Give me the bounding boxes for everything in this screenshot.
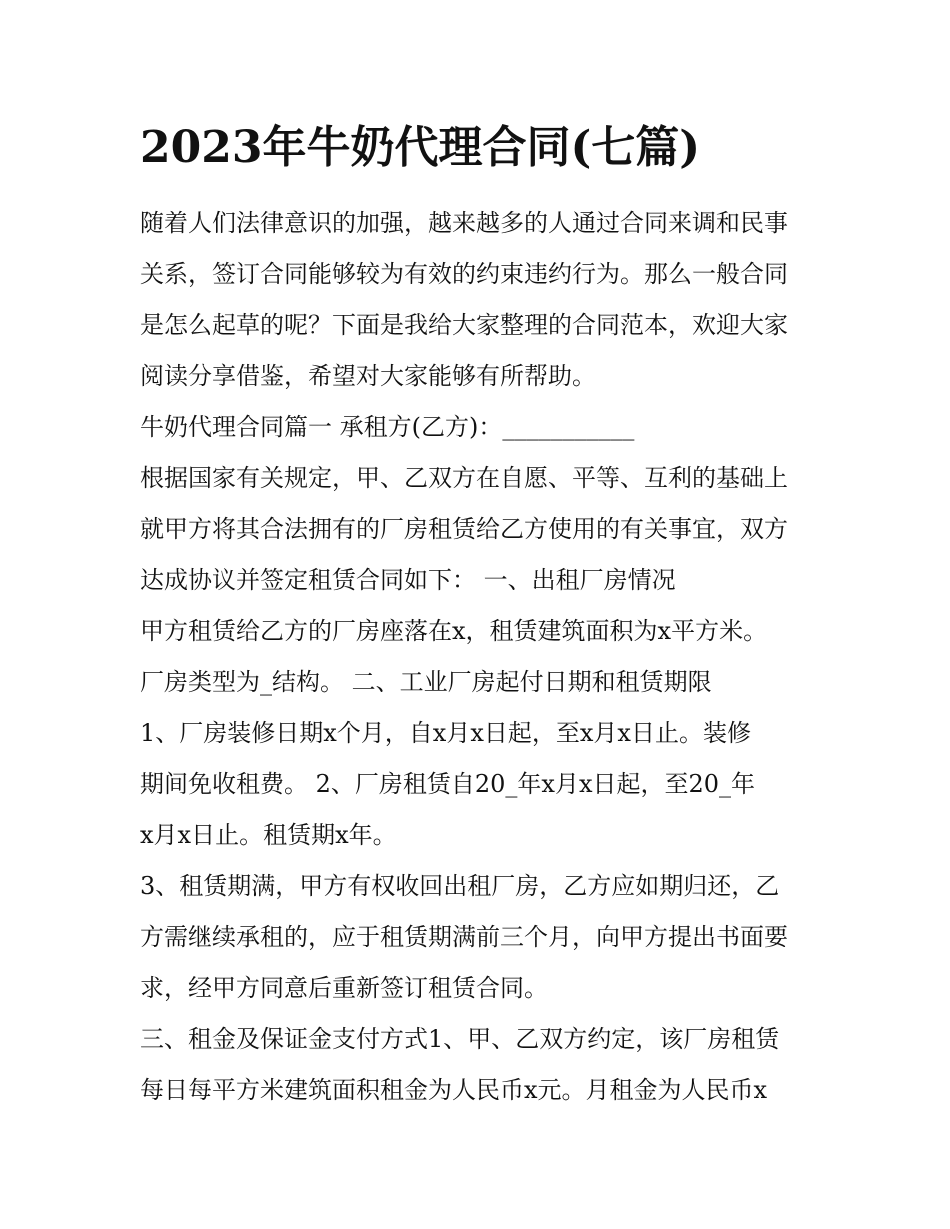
body-line: 方需继续承租的，应于租赁期满前三个月，向甲方提出书面要 (140, 923, 788, 951)
document-body (140, 198, 820, 1116)
body-line: 甲方租赁给乙方的厂房座落在x，租赁建筑面积为x平方米。 (140, 617, 768, 645)
body-line: 根据国家有关规定，甲、乙双方在自愿、平等、互利的基础上 (140, 464, 788, 492)
body-line: x月x日止。租赁期x年。 (140, 821, 397, 849)
body-line: 阅读分享借鉴，希望对大家能够有所帮助。 (140, 362, 596, 390)
document-page (140, 112, 820, 1116)
body-line: 牛奶代理合同篇一 承租方(乙方)：___________ (140, 413, 635, 441)
body-line: 是怎么起草的呢？下面是我给大家整理的合同范本，欢迎大家 (140, 311, 788, 339)
body-line: 随着人们法律意识的加强，越来越多的人通过合同来调和民事 (140, 209, 788, 237)
body-line: 关系，签订合同能够较为有效的约束违约行为。那么一般合同 (140, 260, 788, 288)
body-line: 求，经甲方同意后重新签订租赁合同。 (140, 974, 548, 1002)
body-line: 1、厂房装修日期x个月，自x月x日起，至x月x日止。装修 (140, 719, 751, 747)
body-line: 期间免收租费。 2、厂房租赁自20_年x月x日起，至20_年 (140, 770, 756, 798)
body-line: 三、租金及保证金支付方式1、甲、乙双方约定，该厂房租赁 (140, 1025, 780, 1053)
title-year: 2023 (140, 122, 263, 173)
body-line: 就甲方将其合法拥有的厂房租赁给乙方使用的有关事宜，双方 (140, 515, 788, 543)
body-line: 厂房类型为_结构。 二、工业厂房起付日期和租赁期限 (140, 668, 712, 696)
body-line: 每日每平方米建筑面积租金为人民币x元。月租金为人民币x (140, 1076, 768, 1104)
title-text: 年牛奶代理合同(七篇) (262, 122, 701, 173)
body-line: 3、租赁期满，甲方有权收回出租厂房，乙方应如期归还，乙 (140, 872, 780, 900)
document-title (140, 112, 820, 184)
body-line: 达成协议并签定租赁合同如下： 一、出租厂房情况 (140, 566, 676, 594)
